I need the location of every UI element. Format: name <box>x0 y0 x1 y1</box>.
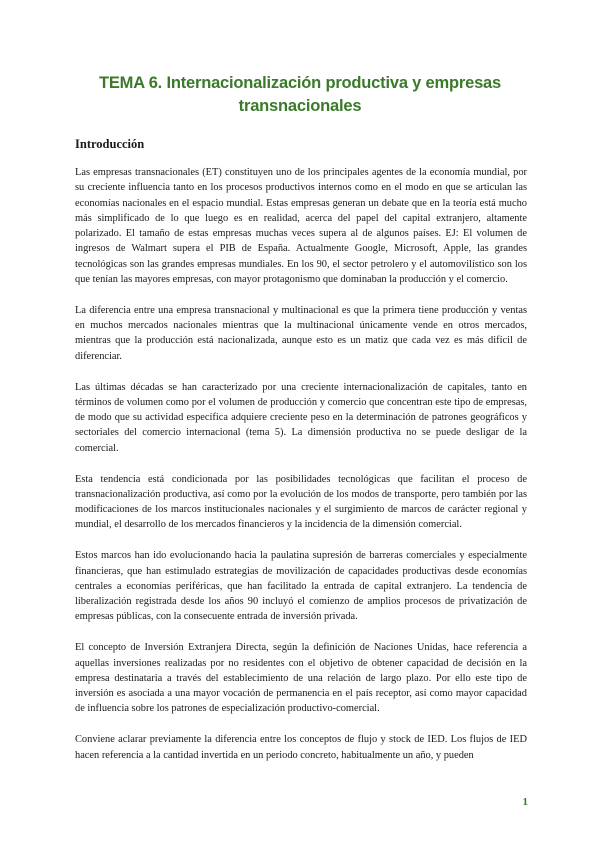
paragraph: El concepto de Inversión Extranjera Directa, según la definición de Naciones Unidas, hace referencia a aquellas inversiones realizadas por no residentes con el objetivo de obtener capacidad de decisión en la empresa destinataria a través del establecimiento de una relación de largo plazo. Por ello este tipo de inversión es asociada a una mayor vocación de permanencia en el país receptor, así como mayor capacidad de influencia sobre los patrones de especialización productivo-comercial. <box>75 642 527 715</box>
page-number: 1 <box>522 796 528 808</box>
paragraph: Esta tendencia está condicionada por las posibilidades tecnológicas que facilitan el proceso de transnacionalización productiva, así como por la evolución de los modos de transporte, pero también por las modificaciones de los marcos institucionales nacionales y el surgimiento de marcos de carácter regional y mundial, el desarrollo de los mercados financieros y la incidencia de la dimensión comercial. <box>75 473 527 531</box>
paragraph: Conviene aclarar previamente la diferencia entre los conceptos de flujo y stock de IED. Los flujos de IED hacen referencia a la cantidad invertida en un periodo concreto, habitualmente un año, y pueden <box>75 734 527 761</box>
paragraph: Las empresas transnacionales (ET) constituyen uno de los principales agentes de la economía mundial, por su creciente influencia tanto en los procesos productivos internos como en el modo en que se articulan las economías nacionales en el espacio mundial. Estas empresas generan un debate que en la teoría está mucho más simplificado de lo que luego es en realidad, acerca del papel del capital extranjero, altamente polarizado. El tamaño de estas empresas muchas veces supera al de algunos países. EJ: El volumen de ingresos de Walmart supera el PIB de España. Actualmente Google, Microsoft, Apple, las grandes tecnológicas son las grandes empresas mundiales. En los 90, el sector petrolero y el automovilístico son los que tenían las mayores empresas, con mayor protagonismo que dominaban la producción y el comercio. <box>75 167 527 286</box>
body-text <box>75 165 527 778</box>
document-title: TEMA 6. Internacionalización productiva y empresas transnacionales <box>98 74 501 115</box>
section-heading-introduccion: Introducción <box>75 137 145 151</box>
paragraph: Las últimas décadas se han caracterizado por una creciente internacionalización de capitales, tanto en términos de volumen como por el volumen de producción y comercio que concentran este tipo de empresas, de modo que su actividad específica adquiere creciente peso en la determinación de patrones geográficos y sectoriales del comercio internacional (tema 5). La dimensión productiva no se puede desligar de la comercial. <box>75 381 527 454</box>
paragraph: Estos marcos han ido evolucionando hacia la paulatina supresión de barreras comerciales y especialmente financieras, que han estimulado estrategias de movilización de capacidades productivas desde economías centrales a economías periféricas, que han facilitado la entrada de capital extranjero. La tendencia de liberalización registrada desde los años 90 incluyó el comienzo de amplios procesos de privatización de empresas públicas, con la consecuente entrada de inversión privada. <box>75 550 527 623</box>
paragraph: La diferencia entre una empresa transnacional y multinacional es que la primera tiene producción y ventas en muchos mercados nacionales mientras que la multinacional únicamente vende en otros mercados, mientras que la producción está nacionalizada, aunque esto es un matiz que cada vez es más difícil de diferenciar. <box>75 304 527 362</box>
